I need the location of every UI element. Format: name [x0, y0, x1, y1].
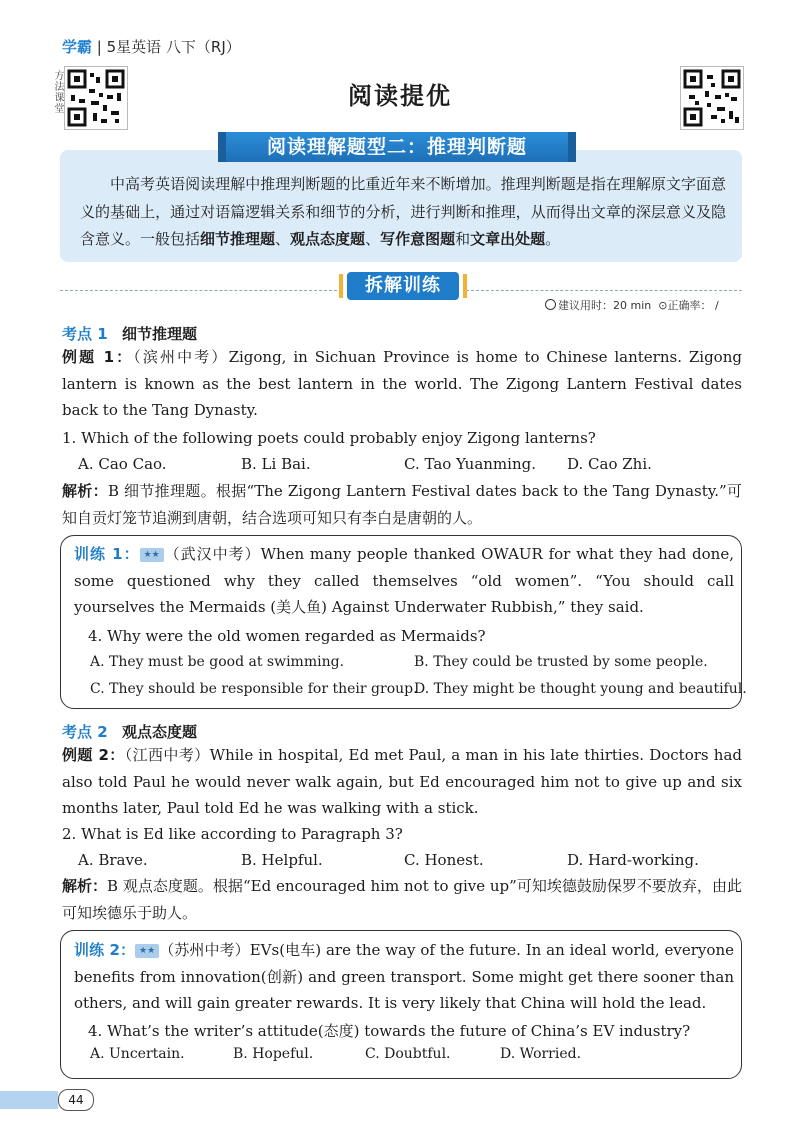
t2-option-c[interactable]: C. Doubtful. [365, 1046, 451, 1062]
training-meta [545, 297, 719, 313]
example-2-text: While in hospital, Ed met Paul, a man in his late thirties. Doctors had also told Paul he would never walk again, but Ed encouraged him not to give up and six months later, Paul told Ed he was walking with a stick. [62, 746, 742, 817]
training-2-question: 4. What’s the writer’s attitude(态度) towards the future of China’s EV industry? [88, 1022, 691, 1040]
analysis-1 [62, 478, 742, 531]
intro-text [80, 171, 726, 254]
t1-option-b[interactable]: B. They could be trusted by some people. [414, 654, 708, 670]
training-1-source: （武汉中考） [163, 545, 261, 563]
analysis-2 [62, 873, 742, 926]
accuracy-label: 正确率： / [667, 299, 719, 312]
suggested-time: 建议用时：20 min [558, 299, 652, 312]
training-2-passage [74, 937, 734, 1017]
training-2-text: EVs(电车) are the way of the future. In an ideal world, everyone benefits from innovation(创新) and green transport. Some might get there sooner than others, and will gain greater rewards. It is very likely that China will hold the lead. [74, 941, 734, 1012]
term-separator: 、 [275, 230, 291, 248]
difficulty-stars-icon: ★★ [140, 548, 164, 562]
brand-series: | 5星英语 八下（RJ） [96, 38, 241, 56]
banner-edge-right [568, 132, 576, 162]
t1-option-d[interactable]: D. They might be thought young and beautiful. [414, 681, 747, 697]
kaodian-2-heading [62, 721, 197, 742]
q2-option-a[interactable]: A. Brave. [78, 851, 148, 869]
divider-left [60, 290, 342, 291]
question-type-title: 阅读理解题型二：推理判断题 [266, 136, 527, 158]
term-detail-inference: 细节推理题 [200, 230, 276, 248]
analysis-1-label: 解析： [62, 482, 108, 500]
footer-bar [0, 1091, 58, 1109]
q2-option-b[interactable]: B. Helpful. [241, 851, 323, 869]
training-2-label: 训练 2： [74, 941, 136, 959]
term-separator: 、 [365, 230, 381, 248]
q1-option-a[interactable]: A. Cao Cao. [78, 455, 167, 473]
training-1-text: When many people thanked OWAUR for what they had done, some questioned why they called themselves “old women”. “You should call yourselves the Mermaids (美人鱼) Against Underwater Rubbish,” they said. [74, 545, 734, 616]
example-2-label: 例题 2： [62, 746, 125, 764]
brand-header [62, 36, 241, 57]
qr-left-label: 方法课堂 [52, 70, 63, 114]
kaodian-2-label: 考点 2 [62, 723, 108, 741]
qr-code-icon [681, 67, 743, 129]
q1-option-d[interactable]: D. Cao Zhi. [567, 455, 652, 473]
example-2-source: （江西中考） [124, 746, 210, 764]
example-1-label: 例题 1： [62, 348, 134, 366]
analysis-2-label: 解析： [62, 877, 108, 895]
training-2-source: （苏州中考） [159, 941, 250, 959]
qr-code-right[interactable] [680, 66, 744, 130]
q2-option-d[interactable]: D. Hard-working. [567, 851, 699, 869]
question-1: 1. Which of the following poets could probably enjoy Zigong lanterns? [62, 429, 596, 447]
analysis-1-text: B 细节推理题。根据“The Zigong Lantern Festival dates back to the Tang Dynasty.”可知自贡灯笼节追溯到唐朝，结合选项可知只有李白是唐朝的人。 [62, 482, 742, 527]
t2-option-d[interactable]: D. Worried. [500, 1046, 582, 1062]
check-icon: ⊙ [658, 299, 668, 312]
term-text-source: 文章出处题 [470, 230, 546, 248]
example-1 [62, 344, 742, 424]
t2-option-b[interactable]: B. Hopeful. [233, 1046, 314, 1062]
banner-edge-left [218, 132, 226, 162]
training-banner [347, 272, 459, 300]
kaodian-2-title: 观点态度题 [121, 723, 197, 741]
kaodian-1-title: 细节推理题 [121, 325, 197, 343]
training-1-question: 4. Why were the old women regarded as Mermaids? [88, 627, 486, 645]
clock-icon [545, 299, 556, 310]
q2-option-c[interactable]: C. Honest. [404, 851, 484, 869]
question-type-banner [218, 132, 576, 162]
term-conjunction: 和 [455, 230, 471, 248]
term-writing-purpose: 写作意图题 [380, 230, 456, 248]
term-opinion-attitude: 观点态度题 [290, 230, 366, 248]
question-2: 2. What is Ed like according to Paragraph 3? [62, 825, 403, 843]
example-1-text: Zigong, in Sichuan Province is home to Chinese lanterns. Zigong lantern is known as the best lantern in the world. The Zigong Lantern Festival dates back to the Tang Dynasty. [62, 348, 742, 419]
example-1-source: （滨州中考） [133, 348, 229, 366]
training-1-passage [74, 541, 734, 621]
page-number: 44 [58, 1089, 94, 1111]
analysis-2-text: B 观点态度题。根据“Ed encouraged him not to give up”可知埃德鼓励保罗不要放弃，由此可知埃德乐于助人。 [62, 877, 742, 922]
banner-tick-left [339, 274, 343, 298]
divider-right [466, 290, 742, 291]
q1-option-b[interactable]: B. Li Bai. [241, 455, 311, 473]
training-title: 拆解训练 [365, 275, 441, 296]
page-title: 阅读提优 [348, 82, 452, 110]
difficulty-stars-icon: ★★ [135, 944, 159, 958]
t1-option-c[interactable]: C. They should be responsible for their group. [90, 681, 418, 697]
q1-option-c[interactable]: C. Tao Yuanming. [404, 455, 536, 473]
intro-period: 。 [545, 230, 561, 248]
training-1-label: 训练 1： [74, 545, 140, 563]
kaodian-1-heading [62, 323, 197, 344]
intro-body: 中高考英语阅读理解中推理判断题的比重近年来不断增加。推理判断题是指在理解原文字面意义的基础上，通过对语篇逻辑关系和细节的分析，进行判断和推理，从而得出文章的深层意义及隐含意义。一般包括 [80, 175, 726, 248]
kaodian-1-label: 考点 1 [62, 325, 108, 343]
example-2 [62, 742, 742, 822]
t1-option-a[interactable]: A. They must be good at swimming. [90, 654, 345, 670]
brand-logo: 学霸 [62, 38, 93, 56]
t2-option-a[interactable]: A. Uncertain. [90, 1046, 185, 1062]
banner-tick-right [463, 274, 467, 298]
